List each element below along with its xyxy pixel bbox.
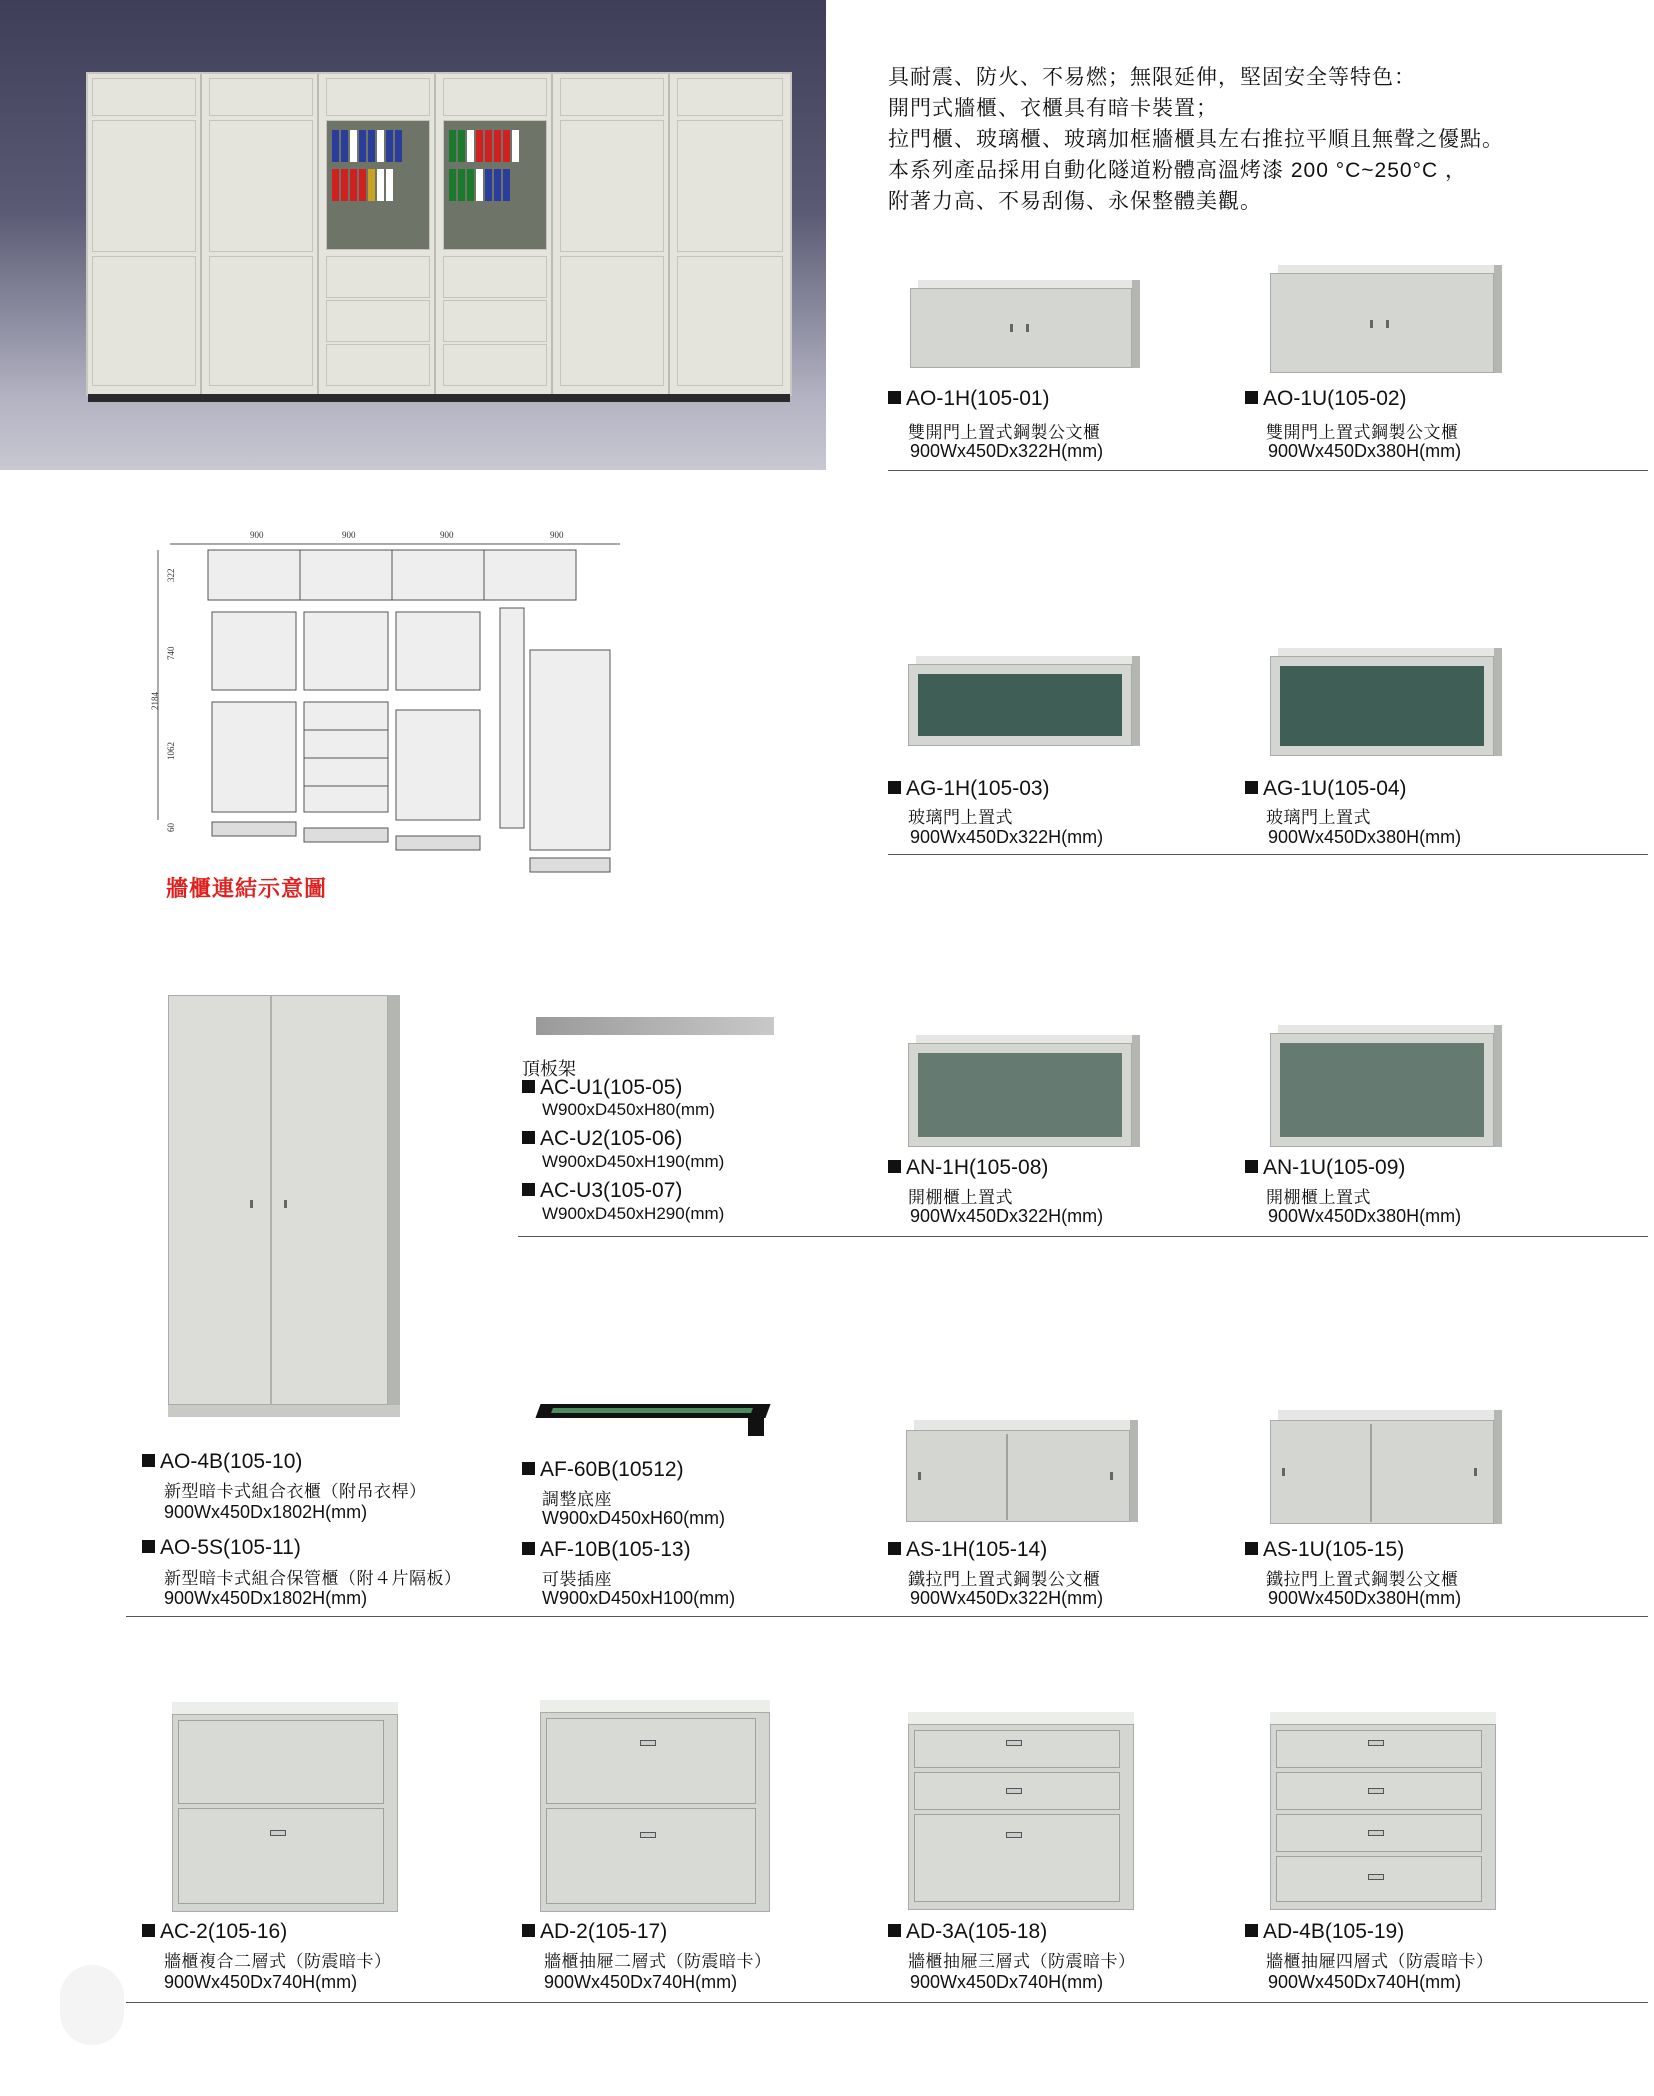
product-dim: 900Wx450Dx740H(mm) bbox=[1268, 1972, 1462, 1992]
product-image-af-60b bbox=[538, 1390, 778, 1440]
product-dim: 900Wx450Dx1802H(mm) bbox=[164, 1588, 368, 1608]
product-code: AC-U1(105-05) bbox=[522, 1076, 682, 1100]
product-desc: 玻璃門上置式 bbox=[908, 808, 1013, 827]
diagram-height-label: 740 bbox=[166, 646, 176, 660]
product-desc: 玻璃門上置式 bbox=[1266, 808, 1371, 827]
bullet-square-icon bbox=[1245, 1542, 1258, 1555]
intro-text bbox=[888, 62, 1504, 217]
intro-line: 拉門櫃、玻璃櫃、玻璃加框牆櫃具左右推拉平順且無聲之優點。 bbox=[888, 128, 1504, 151]
product-dim: W900xD450xH60(mm) bbox=[542, 1508, 726, 1528]
intro-line: 本系列產品採用自動化隧道粉體高溫烤漆 200 °C~250°C ， bbox=[888, 159, 1467, 182]
bullet-square-icon bbox=[1245, 391, 1258, 404]
product-dim: W900xD450xH290(mm) bbox=[542, 1204, 725, 1223]
bullet-square-icon bbox=[1245, 1924, 1258, 1937]
product-dim: 900Wx450Dx740H(mm) bbox=[544, 1972, 738, 1992]
product-code: AD-2(105-17) bbox=[522, 1920, 667, 1944]
product-desc: 雙開門上置式鋼製公文櫃 bbox=[908, 423, 1101, 442]
diagram-width-label: 900 bbox=[440, 530, 454, 540]
product-code: AO-5S(105-11) bbox=[142, 1536, 301, 1560]
product-dim: 900Wx450Dx380H(mm) bbox=[1268, 441, 1462, 461]
product-code: AG-1H(105-03) bbox=[888, 777, 1050, 801]
diagram-height-label: 322 bbox=[166, 568, 176, 582]
product-code: AD-3A(105-18) bbox=[888, 1920, 1047, 1944]
product-dim: 900Wx450Dx1802H(mm) bbox=[164, 1502, 368, 1522]
product-image-ao-1h bbox=[910, 280, 1140, 370]
product-dim: W900xD450xH80(mm) bbox=[542, 1100, 715, 1119]
product-dim: 900Wx450Dx380H(mm) bbox=[1268, 827, 1462, 847]
intro-line: 開門式牆櫃、衣櫃具有暗卡裝置； bbox=[888, 97, 1218, 120]
product-code: AC-U3(105-07) bbox=[522, 1179, 682, 1203]
intro-line: 附著力高、不易刮傷、永保整體美觀。 bbox=[888, 190, 1262, 213]
product-dim: 900Wx450Dx322H(mm) bbox=[910, 1588, 1104, 1608]
page-number-watermark bbox=[60, 1965, 124, 2045]
divider bbox=[518, 1236, 1648, 1237]
bullet-square-icon bbox=[522, 1080, 535, 1093]
product-desc: 鐵拉門上置式鋼製公文櫃 bbox=[1266, 1570, 1459, 1589]
product-code: AO-1H(105-01) bbox=[888, 387, 1050, 411]
product-dim: 900Wx450Dx740H(mm) bbox=[164, 1972, 358, 1992]
product-image-an-1h bbox=[908, 1035, 1140, 1147]
top-frame-heading: 頂板架 bbox=[522, 1059, 576, 1079]
product-image-as-1h bbox=[906, 1420, 1138, 1524]
bullet-square-icon bbox=[1245, 781, 1258, 794]
bullet-square-icon bbox=[142, 1924, 155, 1937]
bullet-square-icon bbox=[888, 391, 901, 404]
wall-cabinet-connection-diagram bbox=[150, 520, 630, 880]
product-image-ao-4b bbox=[168, 995, 400, 1419]
product-dim: W900xD450xH100(mm) bbox=[542, 1588, 736, 1608]
product-image-ao-1u bbox=[1270, 265, 1502, 375]
product-code: AF-10B(105-13) bbox=[522, 1538, 691, 1562]
product-desc: 雙開門上置式鋼製公文櫃 bbox=[1266, 423, 1459, 442]
product-code: AS-1U(105-15) bbox=[1245, 1538, 1404, 1562]
divider bbox=[888, 854, 1648, 855]
product-image-ad-4b bbox=[1270, 1712, 1496, 1910]
product-code: AC-2(105-16) bbox=[142, 1920, 287, 1944]
product-desc: 牆櫃抽屜二層式（防震暗卡） bbox=[544, 1952, 772, 1971]
product-dim: 900Wx450Dx322H(mm) bbox=[910, 1206, 1104, 1226]
bullet-square-icon bbox=[522, 1131, 535, 1144]
bullet-square-icon bbox=[142, 1540, 155, 1553]
hero-photo-wall-cabinets bbox=[0, 0, 826, 470]
product-dim: 900Wx450Dx740H(mm) bbox=[910, 1972, 1104, 1992]
product-code: AG-1U(105-04) bbox=[1245, 777, 1407, 801]
bullet-square-icon bbox=[522, 1542, 535, 1555]
intro-line: 具耐震、防火、不易燃；無限延伸，堅固安全等特色： bbox=[888, 66, 1416, 89]
product-code: AN-1H(105-08) bbox=[888, 1156, 1048, 1180]
product-code: AO-4B(105-10) bbox=[142, 1450, 302, 1474]
diagram-width-label: 900 bbox=[250, 530, 264, 540]
product-image-ad-3a bbox=[908, 1712, 1134, 1910]
product-image-as-1u bbox=[1270, 1410, 1502, 1526]
product-code: AD-4B(105-19) bbox=[1245, 1920, 1404, 1944]
product-code: AF-60B(10512) bbox=[522, 1458, 684, 1482]
product-dim: 900Wx450Dx322H(mm) bbox=[910, 441, 1104, 461]
product-desc: 開棚櫃上置式 bbox=[1266, 1188, 1371, 1207]
product-desc: 新型暗卡式組合衣櫃（附吊衣桿） bbox=[164, 1482, 427, 1501]
diagram-width-label: 900 bbox=[550, 530, 564, 540]
product-desc: 調整底座 bbox=[542, 1490, 612, 1509]
product-image-an-1u bbox=[1270, 1025, 1502, 1147]
bullet-square-icon bbox=[522, 1183, 535, 1196]
product-image-ag-1h bbox=[908, 656, 1140, 746]
divider bbox=[126, 1616, 1648, 1617]
diagram-total-label: 2184 bbox=[150, 692, 160, 710]
divider bbox=[888, 470, 1648, 471]
product-desc: 牆櫃複合二層式（防震暗卡） bbox=[164, 1952, 392, 1971]
product-desc: 牆櫃抽屜三層式（防震暗卡） bbox=[908, 1952, 1136, 1971]
diagram-height-label: 1062 bbox=[166, 742, 176, 760]
product-dim: W900xD450xH190(mm) bbox=[542, 1152, 725, 1171]
bullet-square-icon bbox=[522, 1462, 535, 1475]
bullet-square-icon bbox=[1245, 1160, 1258, 1173]
product-desc: 新型暗卡式組合保管櫃（附４片隔板） bbox=[164, 1569, 462, 1588]
divider bbox=[126, 2002, 1648, 2003]
product-dim: 900Wx450Dx322H(mm) bbox=[910, 827, 1104, 847]
bullet-square-icon bbox=[522, 1924, 535, 1937]
product-image-ac-2 bbox=[172, 1702, 398, 1912]
product-desc: 鐵拉門上置式鋼製公文櫃 bbox=[908, 1570, 1101, 1589]
bullet-square-icon bbox=[888, 1924, 901, 1937]
product-desc: 可裝插座 bbox=[542, 1570, 612, 1589]
product-desc: 牆櫃抽屜四層式（防震暗卡） bbox=[1266, 1952, 1494, 1971]
diagram-height-label: 60 bbox=[166, 823, 176, 832]
bullet-square-icon bbox=[888, 1160, 901, 1173]
product-image-ag-1u bbox=[1270, 648, 1502, 758]
bullet-square-icon bbox=[888, 1542, 901, 1555]
wall-cabinet-set bbox=[88, 74, 790, 394]
product-code: AO-1U(105-02) bbox=[1245, 387, 1407, 411]
top-frame-image bbox=[536, 1017, 774, 1035]
product-code: AN-1U(105-09) bbox=[1245, 1156, 1405, 1180]
product-code: AC-U2(105-06) bbox=[522, 1127, 682, 1151]
diagram-width-label: 900 bbox=[342, 530, 356, 540]
product-desc: 開棚櫃上置式 bbox=[908, 1188, 1013, 1207]
bullet-square-icon bbox=[142, 1454, 155, 1467]
bullet-square-icon bbox=[888, 781, 901, 794]
product-code: AS-1H(105-14) bbox=[888, 1538, 1047, 1562]
diagram-caption: 牆櫃連結示意圖 bbox=[166, 876, 328, 901]
product-image-ad-2 bbox=[540, 1700, 770, 1912]
product-dim: 900Wx450Dx380H(mm) bbox=[1268, 1588, 1462, 1608]
product-dim: 900Wx450Dx380H(mm) bbox=[1268, 1206, 1462, 1226]
